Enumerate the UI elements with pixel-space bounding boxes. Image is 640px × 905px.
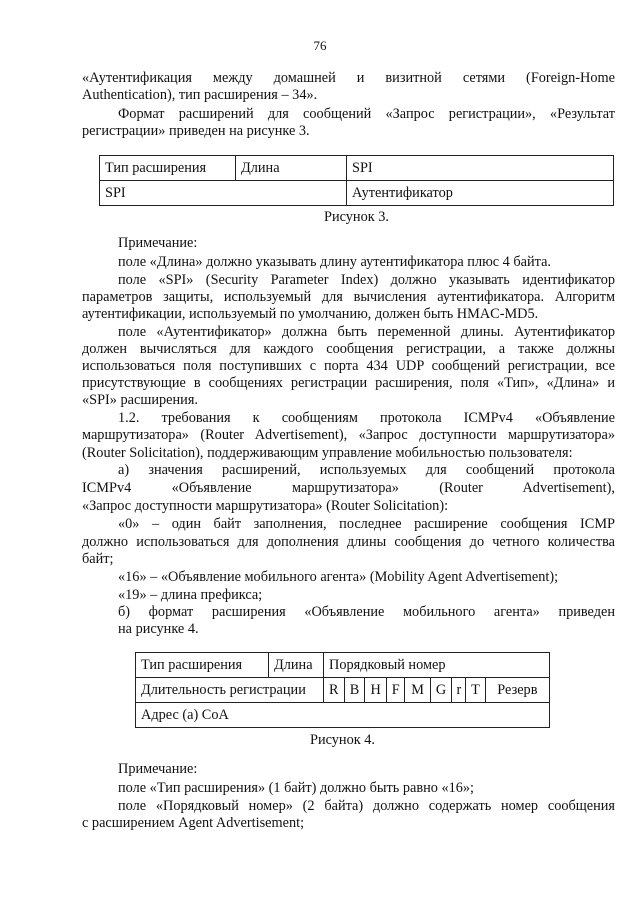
paragraph-line: поле «Длина» должно указывать длину аутентификатора плюс 4 байта. [118,254,552,270]
paragraph-line: маршрутизатора» (Router Advertisement), «Запрос доступности маршрутизатора» [82,427,615,443]
paragraph-line: Формат расширений для сообщений «Запрос регистрации», «Результат [118,106,615,122]
paragraph-line: байт; [82,551,114,567]
paragraph-line: «SPI» расширения. [82,392,198,408]
fig4-bit-h: H [365,678,387,703]
paragraph-line: 1.2. требования к сообщениям протокола ICMPv4 «Объявление [118,410,615,426]
fig3-cell-type: Тип расширения [100,156,236,181]
fig3-cell-length: Длина [236,156,347,181]
fig4-bit-r-lower: r [452,678,466,703]
paragraph-line: «Запрос доступности маршрутизатора» (Router Solicitation): [82,498,449,514]
paragraph-line: присутствующие в сообщениях регистрации расширения, поля «Тип», «Длина» и [82,375,615,391]
paragraph-line: ICMPv4 «Объявление маршрутизатора» (Router Advertisement), [82,480,615,496]
note-title: Примечание: [118,235,198,251]
paragraph-line: б) формат расширения «Объявление мобильного агента» приведен [118,604,615,620]
fig4-bit-t: T [466,678,486,703]
paragraph-line: должен вычисляться для каждого сообщения регистрации, а также должны [82,341,615,357]
fig4-cell-coa: Адрес (а) CoA [136,703,550,728]
paragraph-line: а) значения расширений, используемых для сообщений протокола [118,462,615,478]
paragraph-line: с расширением Agent Advertisement; [82,815,305,831]
fig3-cell-spi-cont: SPI [100,181,347,206]
figure-4-table [135,652,550,728]
page-number: 76 [313,38,327,53]
paragraph-line: на рисунке 4. [118,621,199,637]
fig4-cell-sequence: Порядковый номер [324,653,550,678]
paragraph-line: должно использоваться для дополнения длины сообщения до четного количества [82,534,615,550]
paragraph-line: «16» – «Объявление мобильного агента» (Mobility Agent Advertisement); [118,569,559,585]
fig4-cell-length: Длина [269,653,324,678]
fig4-bit-b: B [344,678,365,703]
fig4-bit-f: F [387,678,405,703]
note-title: Примечание: [118,761,198,777]
paragraph-line: аутентификации, используемый по умолчанию, должен быть HMAC-MD5. [82,306,539,322]
paragraph-line: Authentication), тип расширения – 34». [82,87,318,103]
paragraph-line: поле «SPI» (Security Parameter Index) должно указывать идентификатор [118,272,615,288]
fig4-bit-r: R [324,678,345,703]
paragraph-line: поле «Порядковый номер» (2 байта) должно содержать номер сообщения [118,798,615,814]
paragraph-line: «19» – длина префикса; [118,587,263,603]
paragraph-line: (Router Solicitation), поддерживающим управление мобильностью пользователя: [82,445,573,461]
paragraph-line: «0» – один байт заполнения, последнее расширение сообщения ICMP [118,516,615,532]
fig3-cell-authenticator: Аутентификатор [347,181,614,206]
paragraph-line: параметров защиты, используемый для вычисления аутентификатора. Алгоритм [82,289,615,305]
fig4-reserved: Резерв [485,678,549,703]
figure-3-caption: Рисунок 3. [324,209,389,225]
paragraph-line: использоваться поля поступивших с порта 434 UDP сообщений регистрации, все [82,358,615,374]
paragraph-line: «Аутентификация между домашней и визитной сетями (Foreign-Home [82,70,615,86]
figure-4-caption: Рисунок 4. [310,732,375,748]
paragraph-line: регистрации» приведен на рисунке 3. [82,123,310,139]
paragraph-line: поле «Тип расширения» (1 байт) должно быть равно «16»; [118,780,475,796]
figure-3-table [99,155,614,206]
fig4-bit-g: G [430,678,452,703]
fig4-cell-lifetime: Длительность регистрации [136,678,324,703]
paragraph-line: поле «Аутентификатор» должна быть переменной длины. Аутентификатор [118,324,615,340]
fig4-cell-type: Тип расширения [136,653,269,678]
fig3-cell-spi: SPI [347,156,614,181]
fig4-bit-m: M [405,678,430,703]
